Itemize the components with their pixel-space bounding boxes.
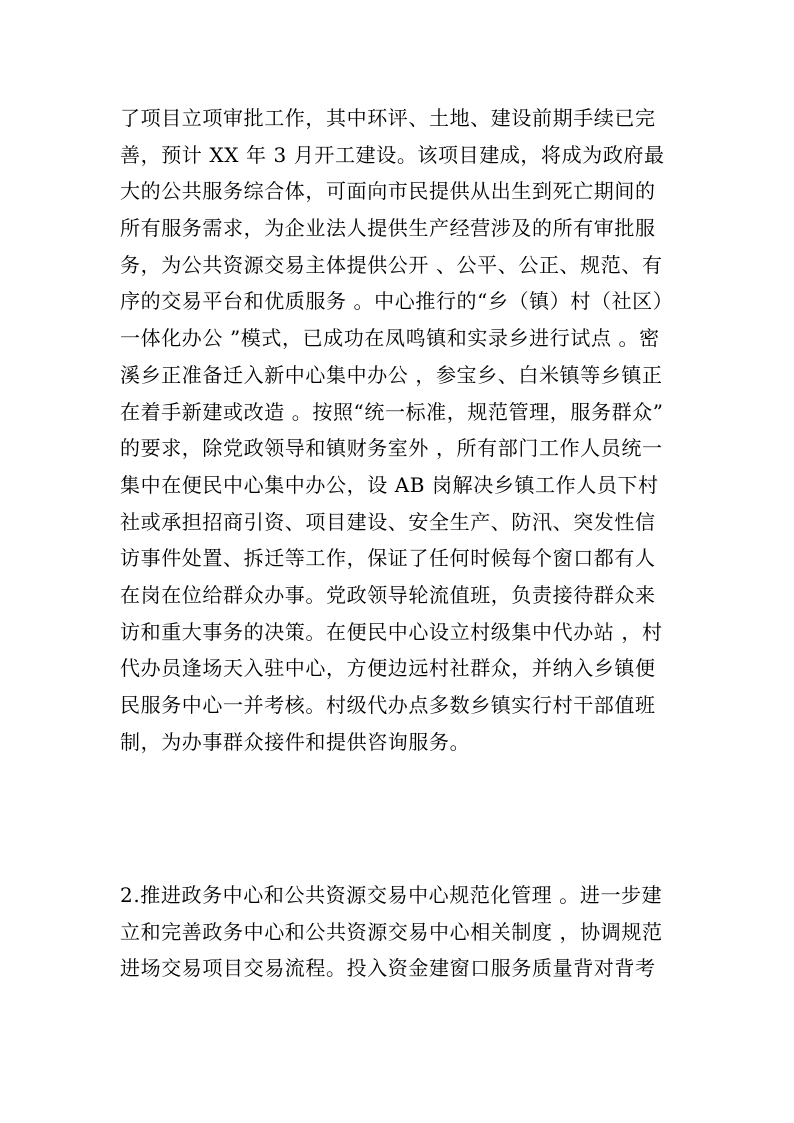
- text-line: 在岗在位给群众办事。党政领导轮流值班，负责接待群众来: [120, 582, 656, 607]
- text-line: 访和重大事务的决策。在便民中心设立村级集中代办站 ，村: [120, 619, 663, 644]
- body-paragraph-1: [120, 100, 680, 760]
- text-line: 善，预计 XX 年 3 月开工建设。该项目建成，将成为政府最: [120, 142, 665, 167]
- text-line: 进场交易项目交易流程。投入资金建窗口服务质量背对背考: [120, 956, 656, 981]
- text-line: 一体化办公 ”模式，已成功在凤鸣镇和实录乡进行试点 。密: [120, 326, 660, 351]
- text-line: 的要求，除党政领导和镇财务室外 ，所有部门工作人员统一: [120, 436, 663, 461]
- text-line: 在着手新建或改造 。按照“统一标准，规范管理，服务群众”: [120, 399, 664, 424]
- text-line: 社或承担招商引资、项目建设、安全生产、防汛、突发性信: [120, 509, 656, 534]
- text-line: 溪乡正准备迁入新中心集中办公 ，参宝乡、白米镇等乡镇正: [120, 362, 663, 387]
- text-line: 集中在便民中心集中办公，设 AB 岗解决乡镇工作人员下村: [120, 472, 659, 497]
- text-line: 大的公共服务综合体，可面向市民提供从出生到死亡期间的: [120, 179, 656, 204]
- text-line: 民服务中心一并考核。村级代办点多数乡镇实行村干部值班: [120, 693, 656, 717]
- text-line: 访事件处置、拆迁等工作，保证了任何时候每个窗口都有人: [120, 546, 656, 571]
- text-line: 2.推进政务中心和公共资源交易中心规范化管理 。进一步建: [120, 883, 663, 907]
- text-line: 务，为公共资源交易主体提供公开 、公平、公正、规范、有: [120, 252, 663, 277]
- text-line: 代办员逢场天入驻中心，方便边远村社群众，并纳入乡镇便: [120, 656, 656, 681]
- text-line: 序的交易平台和优质服务 。中心推行的“乡（镇）村（社区）: [120, 289, 674, 314]
- text-line: 所有服务需求，为企业法人提供生产经营涉及的所有审批服: [120, 216, 656, 241]
- text-line: 立和完善政务中心和公共资源交易中心相关制度 ，协调规范: [120, 919, 663, 944]
- text-line: 了项目立项审批工作，其中环评、土地、建设前期手续已完: [120, 106, 656, 130]
- body-paragraph-2: [120, 877, 680, 987]
- text-line: 制，为办事群众接件和提供咨询服务。: [120, 729, 471, 754]
